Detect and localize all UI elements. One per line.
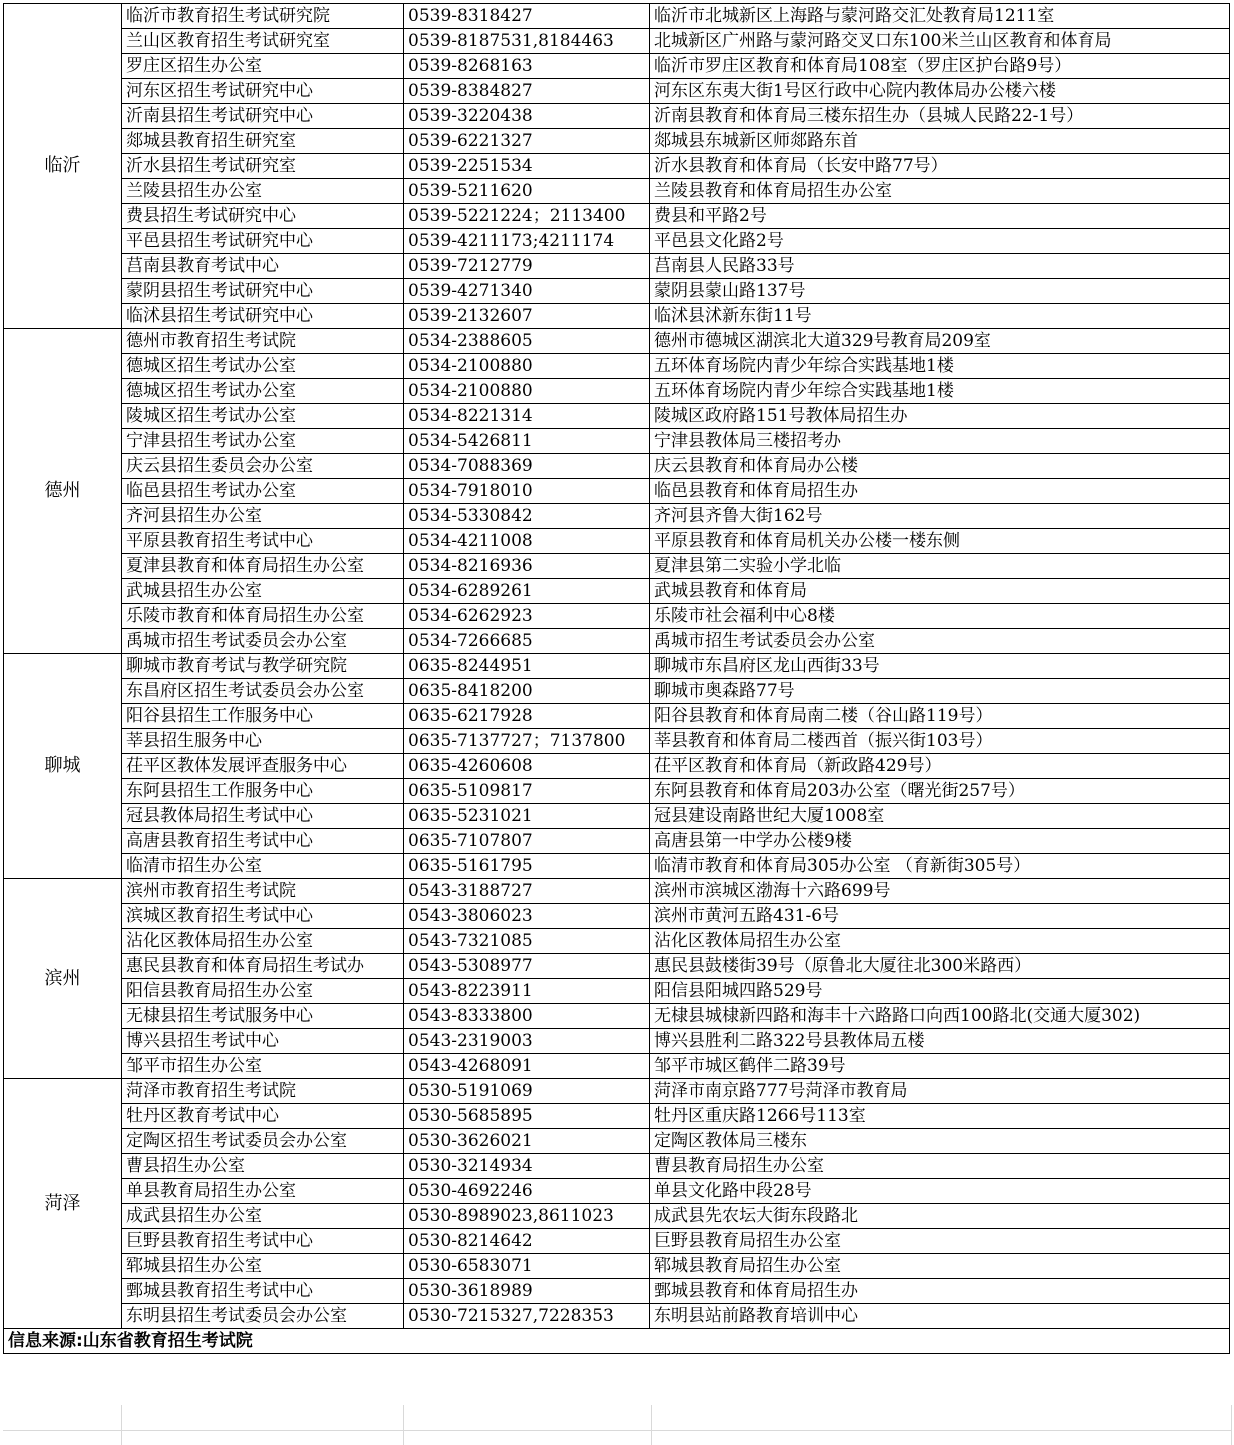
office-name-cell[interactable]: 禹城市招生考试委员会办公室	[122, 629, 404, 654]
address-cell[interactable]: 临沂市罗庄区教育和体育局108室（罗庄区护台路9号）	[650, 54, 1230, 79]
address-cell[interactable]: 齐河县齐鲁大街162号	[650, 504, 1230, 529]
phone-cell[interactable]: 0534-2100880	[404, 354, 650, 379]
gridline	[1231, 1405, 1232, 1445]
city-cell[interactable]	[4, 329, 122, 654]
address-cell[interactable]: 巨野县教育局招生办公室	[650, 1229, 1230, 1254]
office-name-cell[interactable]: 宁津县招生考试办公室	[122, 429, 404, 454]
table-row	[4, 104, 1230, 129]
address-cell[interactable]: 德州市德城区湖滨北大道329号教育局209室	[650, 329, 1230, 354]
phone-cell[interactable]: 0539-6221327	[404, 129, 650, 154]
phone-cell[interactable]: 0635-7137727；7137800	[404, 729, 650, 754]
phone-cell[interactable]: 0530-4692246	[404, 1179, 650, 1204]
office-name-cell[interactable]: 博兴县招生考试中心	[122, 1029, 404, 1054]
phone-cell[interactable]: 0534-7088369	[404, 454, 650, 479]
phone-cell[interactable]: 0635-5231021	[404, 804, 650, 829]
table-row	[4, 329, 1230, 354]
phone-cell[interactable]: 0543-8333800	[404, 1004, 650, 1029]
table-row	[4, 504, 1230, 529]
table-row	[4, 879, 1230, 904]
address-cell[interactable]: 菏泽市南京路777号菏泽市教育局	[650, 1079, 1230, 1104]
address-cell[interactable]: 莒南县人民路33号	[650, 254, 1230, 279]
office-name-cell[interactable]: 齐河县招生办公室	[122, 504, 404, 529]
gridline	[121, 1405, 122, 1445]
address-cell[interactable]: 沂南县教育和体育局三楼东招生办（县城人民路22-1号）	[650, 104, 1230, 129]
table-row	[4, 854, 1230, 879]
address-cell[interactable]: 河东区东夷大街1号区行政中心院内教体局办公楼六楼	[650, 79, 1230, 104]
office-name-cell[interactable]: 成武县招生办公室	[122, 1204, 404, 1229]
table-row	[4, 1004, 1230, 1029]
table-row	[4, 529, 1230, 554]
address-cell[interactable]: 茌平区教育和体育局（新政路429号）	[650, 754, 1230, 779]
city-label: 聊城	[44, 755, 81, 776]
address-cell[interactable]: 鄄城县教育和体育局招生办	[650, 1279, 1230, 1304]
office-name-cell[interactable]: 菏泽市教育招生考试院	[122, 1079, 404, 1104]
phone-cell[interactable]: 0530-3618989	[404, 1279, 650, 1304]
table-row	[4, 404, 1230, 429]
phone-cell[interactable]: 0530-3626021	[404, 1129, 650, 1154]
table-row	[4, 354, 1230, 379]
table-row	[4, 1079, 1230, 1104]
office-name-cell[interactable]: 无棣县招生考试服务中心	[122, 1004, 404, 1029]
city-label: 菏泽	[44, 1192, 81, 1214]
table-row	[4, 204, 1230, 229]
phone-cell[interactable]: 0530-7215327,7228353	[404, 1304, 650, 1329]
table-row	[4, 1104, 1230, 1129]
phone-cell[interactable]: 0530-8214642	[404, 1229, 650, 1254]
phone-cell[interactable]: 0543-8223911	[404, 979, 650, 1004]
phone-cell[interactable]: 0539-7212779	[404, 254, 650, 279]
office-name-cell[interactable]: 单县教育局招生办公室	[122, 1179, 404, 1204]
office-name-cell[interactable]: 临沭县招生考试研究中心	[122, 304, 404, 329]
address-cell[interactable]: 郯城县东城新区师郯路东首	[650, 129, 1230, 154]
city-cell[interactable]	[4, 654, 122, 879]
table-row	[4, 829, 1230, 854]
phone-cell[interactable]: 0543-5308977	[404, 954, 650, 979]
address-cell[interactable]: 五环体育场院内青少年综合实践基地1楼	[650, 354, 1230, 379]
office-name-cell[interactable]: 夏津县教育和体育局招生办公室	[122, 554, 404, 579]
address-cell[interactable]: 北城新区广州路与蒙河路交叉口东100米兰山区教育和体育局	[650, 29, 1230, 54]
table-row	[4, 954, 1230, 979]
address-cell[interactable]: 博兴县胜利二路322号县教体局五楼	[650, 1029, 1230, 1054]
address-cell[interactable]: 莘县教育和体育局二楼西首（振兴街103号）	[650, 729, 1230, 754]
office-name-cell[interactable]: 平原县教育招生考试中心	[122, 529, 404, 554]
address-cell[interactable]: 阳信县阳城四路529号	[650, 979, 1230, 1004]
address-cell[interactable]: 平邑县文化路2号	[650, 229, 1230, 254]
phone-cell[interactable]: 0539-8318427	[404, 4, 650, 29]
address-cell[interactable]: 邹平市城区鹤伴二路39号	[650, 1054, 1230, 1079]
address-cell[interactable]: 冠县建设南路世纪大厦1008室	[650, 804, 1230, 829]
office-name-cell[interactable]: 临邑县招生考试办公室	[122, 479, 404, 504]
office-name-cell[interactable]: 定陶区招生考试委员会办公室	[122, 1129, 404, 1154]
city-label: 德州	[44, 480, 81, 501]
phone-cell[interactable]: 0534-7266685	[404, 629, 650, 654]
table-row	[4, 704, 1230, 729]
table-row	[4, 1279, 1230, 1304]
address-cell[interactable]: 定陶区教体局三楼东	[650, 1129, 1230, 1154]
phone-cell[interactable]: 0534-7918010	[404, 479, 650, 504]
office-name-cell[interactable]: 郓城县招生办公室	[122, 1254, 404, 1279]
address-cell[interactable]: 临清市教育和体育局305办公室 （育新街305号）	[650, 854, 1230, 879]
city-label: 临沂	[44, 155, 81, 176]
office-name-cell[interactable]: 莒南县教育考试中心	[122, 254, 404, 279]
office-name-cell[interactable]: 牡丹区教育考试中心	[122, 1104, 404, 1129]
office-name-cell[interactable]: 武城县招生办公室	[122, 579, 404, 604]
office-name-cell[interactable]: 茌平区教体发展评查服务中心	[122, 754, 404, 779]
table-row	[4, 629, 1230, 654]
phone-cell[interactable]: 0534-5426811	[404, 429, 650, 454]
phone-cell[interactable]: 0534-6262923	[404, 604, 650, 629]
table-row	[4, 929, 1230, 954]
source-row	[4, 1329, 1230, 1354]
address-cell[interactable]: 成武县先农坛大街东段路北	[650, 1204, 1230, 1229]
office-name-cell[interactable]: 冠县教体局招生考试中心	[122, 804, 404, 829]
office-name-cell[interactable]: 东昌府区招生考试委员会办公室	[122, 679, 404, 704]
address-cell[interactable]: 平原县教育和体育局机关办公楼一楼东侧	[650, 529, 1230, 554]
table-row	[4, 129, 1230, 154]
address-cell[interactable]: 曹县教育局招生办公室	[650, 1154, 1230, 1179]
office-name-cell[interactable]: 鄄城县教育招生考试中心	[122, 1279, 404, 1304]
address-cell[interactable]: 滨州市黄河五路431-6号	[650, 904, 1230, 929]
gridline	[3, 1430, 1232, 1431]
office-name-cell[interactable]: 滨城区教育招生考试中心	[122, 904, 404, 929]
office-name-cell[interactable]: 曹县招生办公室	[122, 1154, 404, 1179]
phone-cell[interactable]: 0635-5109817	[404, 779, 650, 804]
table-row	[4, 79, 1230, 104]
phone-cell[interactable]: 0534-4211008	[404, 529, 650, 554]
table-row	[4, 54, 1230, 79]
table-row	[4, 179, 1230, 204]
phone-cell[interactable]: 0534-6289261	[404, 579, 650, 604]
table-row	[4, 604, 1230, 629]
address-cell[interactable]: 蒙阴县蒙山路137号	[650, 279, 1230, 304]
address-cell[interactable]: 临沂市北城新区上海路与蒙河路交汇处教育局1211室	[650, 4, 1230, 29]
gridline	[403, 1405, 404, 1445]
phone-cell[interactable]: 0635-6217928	[404, 704, 650, 729]
office-name-cell[interactable]: 兰陵县招生办公室	[122, 179, 404, 204]
table-row	[4, 1179, 1230, 1204]
table-row	[4, 554, 1230, 579]
office-name-cell[interactable]: 罗庄区招生办公室	[122, 54, 404, 79]
phone-cell[interactable]: 0539-8268163	[404, 54, 650, 79]
office-name-cell[interactable]: 郯城县教育招生研究室	[122, 129, 404, 154]
table-row	[4, 1229, 1230, 1254]
phone-cell[interactable]: 0543-2319003	[404, 1029, 650, 1054]
table-row	[4, 29, 1230, 54]
contact-table-body	[4, 4, 1230, 1329]
address-cell[interactable]: 滨州市滨城区渤海十六路699号	[650, 879, 1230, 904]
address-cell[interactable]: 聊城市奥森路77号	[650, 679, 1230, 704]
table-row	[4, 754, 1230, 779]
table-row	[4, 1054, 1230, 1079]
empty-spreadsheet-rows	[3, 1405, 1232, 1445]
table-row	[4, 454, 1230, 479]
office-name-cell[interactable]: 沾化区教体局招生办公室	[122, 929, 404, 954]
phone-cell[interactable]: 0635-8244951	[404, 654, 650, 679]
phone-cell[interactable]: 0539-8187531,8184463	[404, 29, 650, 54]
phone-cell[interactable]: 0635-7107807	[404, 829, 650, 854]
address-cell[interactable]: 武城县教育和体育局	[650, 579, 1230, 604]
office-name-cell[interactable]: 费县招生考试研究中心	[122, 204, 404, 229]
phone-cell[interactable]: 0539-5211620	[404, 179, 650, 204]
office-name-cell[interactable]: 沂南县招生考试研究中心	[122, 104, 404, 129]
table-row	[4, 679, 1230, 704]
address-cell[interactable]: 宁津县教体局三楼招考办	[650, 429, 1230, 454]
phone-cell[interactable]: 0534-8216936	[404, 554, 650, 579]
gridline	[651, 1405, 652, 1445]
table-row	[4, 779, 1230, 804]
address-cell[interactable]: 阳谷县教育和体育局南二楼（谷山路119号）	[650, 704, 1230, 729]
table-row	[4, 1029, 1230, 1054]
city-cell[interactable]	[4, 4, 122, 329]
phone-cell[interactable]: 0534-5330842	[404, 504, 650, 529]
office-name-cell[interactable]: 莘县招生服务中心	[122, 729, 404, 754]
city-cell[interactable]	[4, 879, 122, 1079]
table-row	[4, 804, 1230, 829]
phone-cell[interactable]: 0530-5191069	[404, 1079, 650, 1104]
address-cell[interactable]: 聊城市东昌府区龙山西街33号	[650, 654, 1230, 679]
phone-cell[interactable]: 0534-8221314	[404, 404, 650, 429]
phone-cell[interactable]: 0543-3806023	[404, 904, 650, 929]
address-cell[interactable]: 郓城县教育局招生办公室	[650, 1254, 1230, 1279]
office-name-cell[interactable]: 高唐县教育招生考试中心	[122, 829, 404, 854]
office-name-cell[interactable]: 东明县招生考试委员会办公室	[122, 1304, 404, 1329]
phone-cell[interactable]: 0530-3214934	[404, 1154, 650, 1179]
address-cell[interactable]: 沾化区教体局招生办公室	[650, 929, 1230, 954]
table-row	[4, 304, 1230, 329]
city-cell[interactable]	[4, 1079, 122, 1329]
table-row	[4, 229, 1230, 254]
office-name-cell[interactable]: 东阿县招生工作服务中心	[122, 779, 404, 804]
office-name-cell[interactable]: 巨野县教育招生考试中心	[122, 1229, 404, 1254]
address-cell[interactable]: 牡丹区重庆路1266号113室	[650, 1104, 1230, 1129]
contact-table	[3, 3, 1230, 1354]
office-name-cell[interactable]: 沂水县招生考试研究室	[122, 154, 404, 179]
phone-cell[interactable]: 0534-2388605	[404, 329, 650, 354]
phone-cell[interactable]: 0530-8989023,8611023	[404, 1204, 650, 1229]
address-cell[interactable]: 东明县站前路教育培训中心	[650, 1304, 1230, 1329]
phone-cell[interactable]: 0539-4271340	[404, 279, 650, 304]
office-name-cell[interactable]: 蒙阴县招生考试研究中心	[122, 279, 404, 304]
phone-cell[interactable]: 0635-4260608	[404, 754, 650, 779]
phone-cell[interactable]: 0635-8418200	[404, 679, 650, 704]
address-cell[interactable]: 高唐县第一中学办公楼9楼	[650, 829, 1230, 854]
address-cell[interactable]: 临沭县沭新东街11号	[650, 304, 1230, 329]
phone-cell[interactable]: 0534-2100880	[404, 379, 650, 404]
table-row	[4, 904, 1230, 929]
office-name-cell[interactable]: 庆云县招生委员会办公室	[122, 454, 404, 479]
address-cell[interactable]: 夏津县第二实验小学北临	[650, 554, 1230, 579]
table-row	[4, 254, 1230, 279]
address-cell[interactable]: 费县和平路2号	[650, 204, 1230, 229]
office-name-cell[interactable]: 德城区招生考试办公室	[122, 379, 404, 404]
table-row	[4, 979, 1230, 1004]
office-name-cell[interactable]: 临沂市教育招生考试研究院	[122, 4, 404, 29]
office-name-cell[interactable]: 临清市招生办公室	[122, 854, 404, 879]
table-row	[4, 1204, 1230, 1229]
office-name-cell[interactable]: 惠民县教育和体育局招生考试办	[122, 954, 404, 979]
phone-cell[interactable]: 0539-8384827	[404, 79, 650, 104]
address-cell[interactable]: 沂水县教育和体育局（长安中路77号）	[650, 154, 1230, 179]
phone-cell[interactable]: 0539-5221224；2113400	[404, 204, 650, 229]
phone-cell[interactable]: 0530-5685895	[404, 1104, 650, 1129]
phone-cell[interactable]: 0539-2251534	[404, 154, 650, 179]
address-cell[interactable]: 兰陵县教育和体育局招生办公室	[650, 179, 1230, 204]
office-name-cell[interactable]: 德州市教育招生考试院	[122, 329, 404, 354]
office-name-cell[interactable]: 德城区招生考试办公室	[122, 354, 404, 379]
address-cell[interactable]: 无棣县城棣新四路和海丰十六路路口向西100路北(交通大厦302)	[650, 1004, 1230, 1029]
address-cell[interactable]: 东阿县教育和体育局203办公室（曙光街257号）	[650, 779, 1230, 804]
phone-cell[interactable]: 0543-7321085	[404, 929, 650, 954]
office-name-cell[interactable]: 乐陵市教育和体育局招生办公室	[122, 604, 404, 629]
office-name-cell[interactable]: 平邑县招生考试研究中心	[122, 229, 404, 254]
table-row	[4, 4, 1230, 29]
address-cell[interactable]: 五环体育场院内青少年综合实践基地1楼	[650, 379, 1230, 404]
table-row	[4, 654, 1230, 679]
office-name-cell[interactable]: 兰山区教育招生考试研究室	[122, 29, 404, 54]
office-name-cell[interactable]: 邹平市招生办公室	[122, 1054, 404, 1079]
phone-cell[interactable]: 0539-4211173;4211174	[404, 229, 650, 254]
office-name-cell[interactable]: 聊城市教育考试与教学研究院	[122, 654, 404, 679]
address-cell[interactable]: 临邑县教育和体育局招生办	[650, 479, 1230, 504]
address-cell[interactable]: 惠民县鼓楼街39号（原鲁北大厦往北300米路西）	[650, 954, 1230, 979]
phone-cell[interactable]: 0539-2132607	[404, 304, 650, 329]
table-row	[4, 1254, 1230, 1279]
phone-cell[interactable]: 0543-3188727	[404, 879, 650, 904]
address-cell[interactable]: 乐陵市社会福利中心8楼	[650, 604, 1230, 629]
table-row	[4, 1129, 1230, 1154]
phone-cell[interactable]: 0543-4268091	[404, 1054, 650, 1079]
phone-cell[interactable]: 0539-3220438	[404, 104, 650, 129]
table-row	[4, 154, 1230, 179]
table-row	[4, 1154, 1230, 1179]
table-row	[4, 479, 1230, 504]
office-name-cell[interactable]: 陵城区招生考试办公室	[122, 404, 404, 429]
address-cell[interactable]: 禹城市招生考试委员会办公室	[650, 629, 1230, 654]
address-cell[interactable]: 陵城区政府路151号教体局招生办	[650, 404, 1230, 429]
table-row	[4, 579, 1230, 604]
office-name-cell[interactable]: 阳谷县招生工作服务中心	[122, 704, 404, 729]
table-row	[4, 729, 1230, 754]
table-row	[4, 379, 1230, 404]
table-row	[4, 279, 1230, 304]
table-row	[4, 1304, 1230, 1329]
city-label: 滨州	[44, 967, 81, 989]
phone-cell[interactable]: 0530-6583071	[404, 1254, 650, 1279]
address-cell[interactable]: 单县文化路中段28号	[650, 1179, 1230, 1204]
office-name-cell[interactable]: 阳信县教育局招生办公室	[122, 979, 404, 1004]
office-name-cell[interactable]: 滨州市教育招生考试院	[122, 879, 404, 904]
office-name-cell[interactable]: 河东区招生考试研究中心	[122, 79, 404, 104]
source-cell[interactable]: 信息来源:山东省教育招生考试院	[4, 1329, 1230, 1354]
phone-cell[interactable]: 0635-5161795	[404, 854, 650, 879]
address-cell[interactable]: 庆云县教育和体育局办公楼	[650, 454, 1230, 479]
table-row	[4, 429, 1230, 454]
